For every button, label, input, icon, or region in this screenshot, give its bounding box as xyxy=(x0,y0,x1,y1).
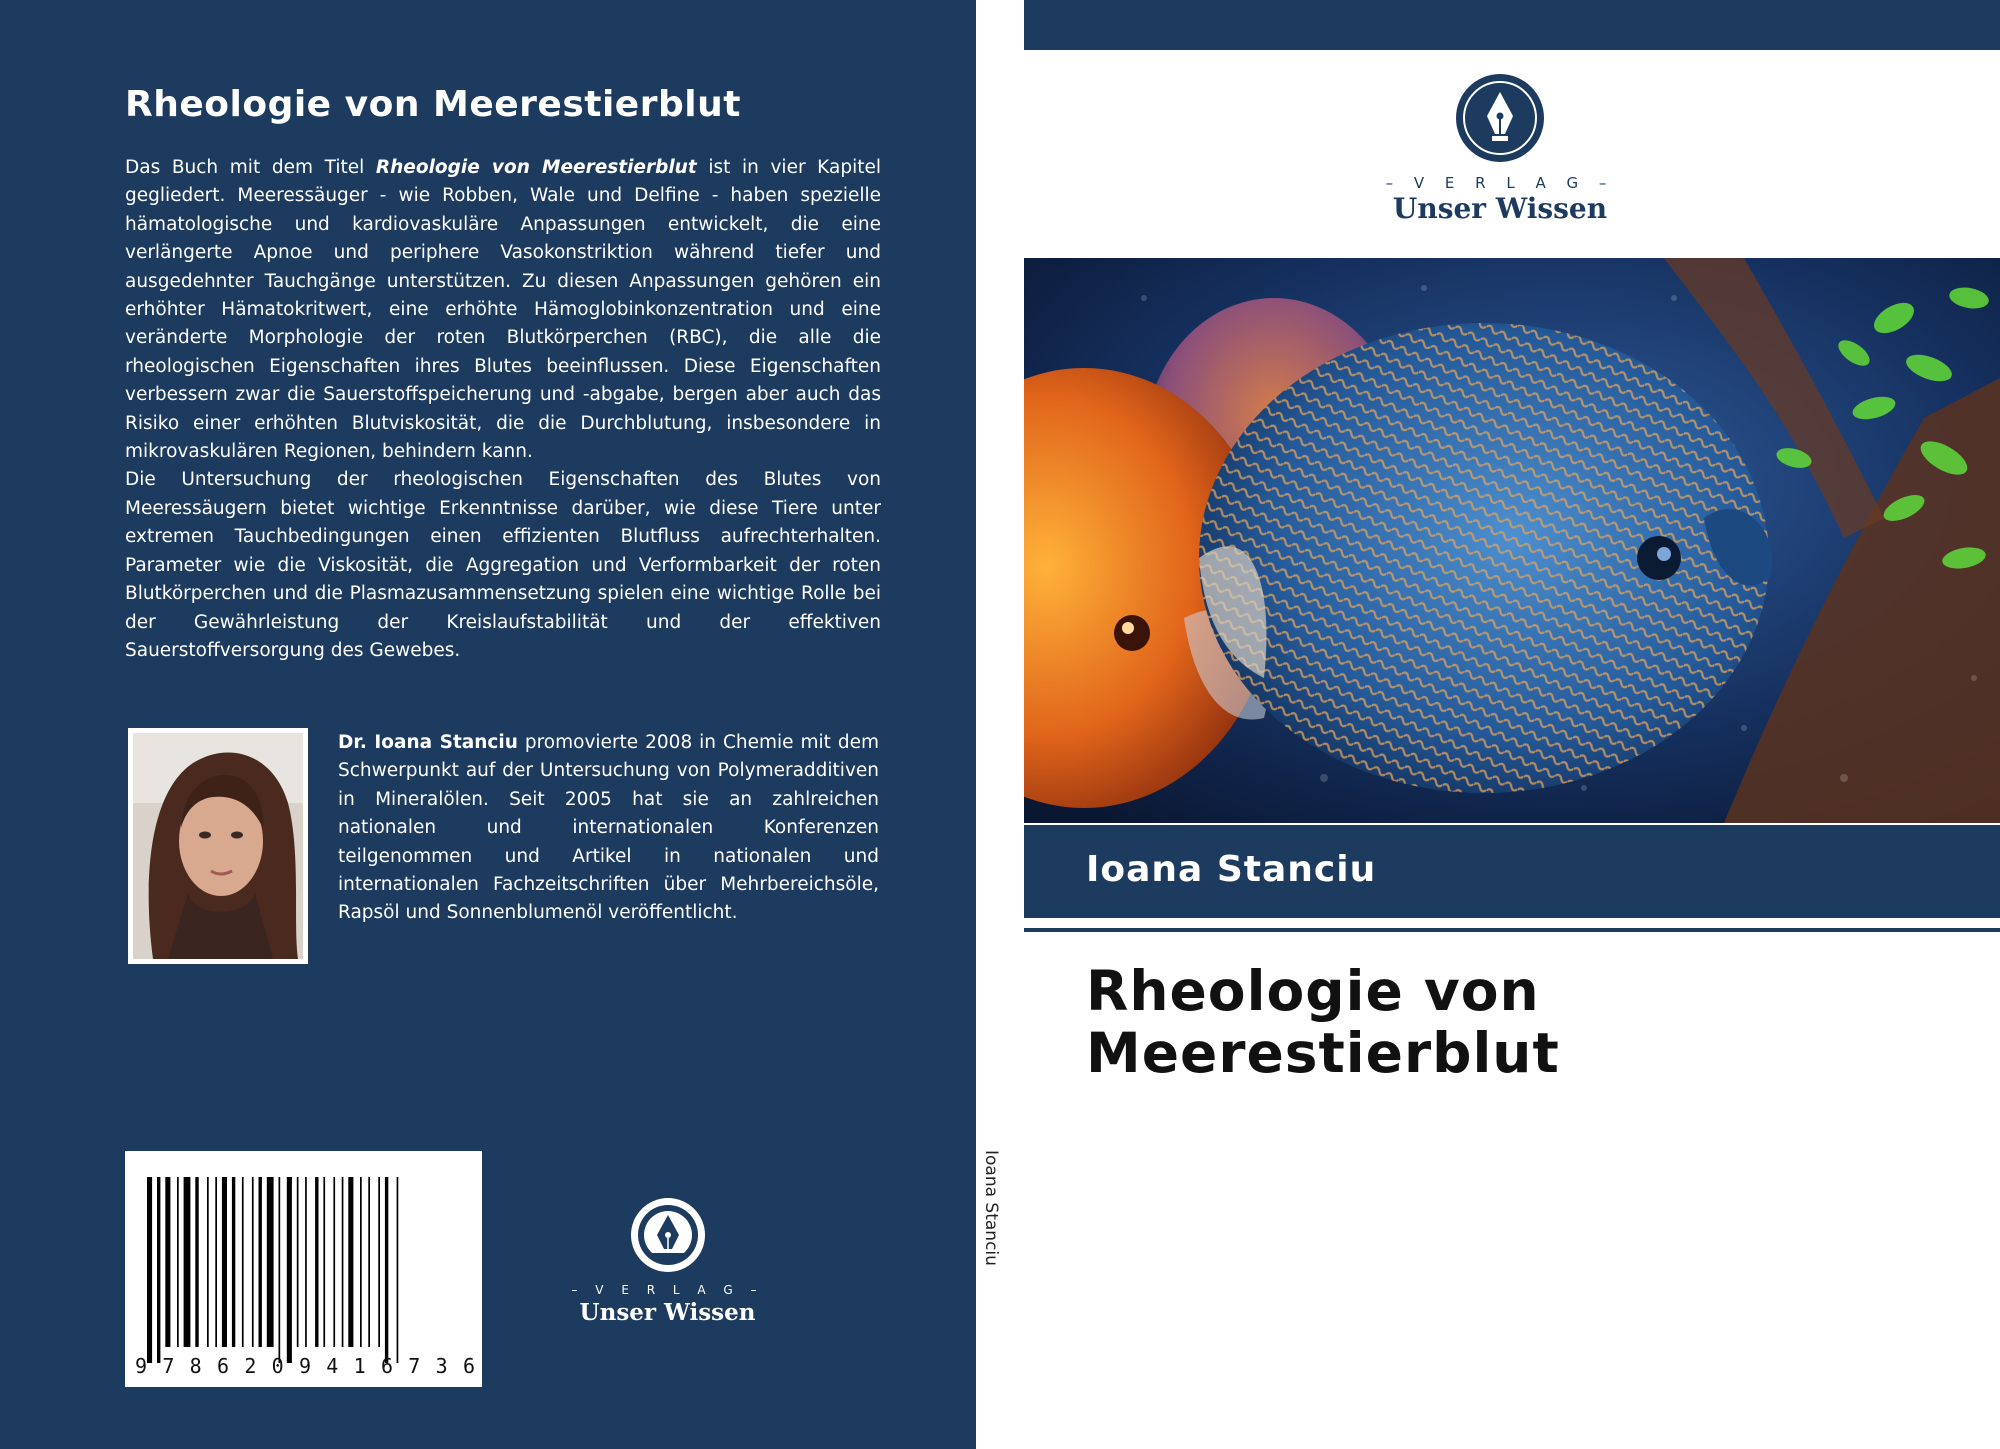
barcode-bar xyxy=(195,1177,198,1347)
author-bio xyxy=(338,729,879,928)
barcode-bar xyxy=(315,1177,318,1347)
barcode-bar xyxy=(165,1177,170,1347)
isbn-digit: 0 xyxy=(271,1354,284,1378)
barcode-bar xyxy=(259,1177,262,1347)
blurb-intro: Das Buch mit dem Titel xyxy=(125,157,376,178)
isbn-digit: 6 xyxy=(380,1354,393,1378)
barcode-bar xyxy=(378,1177,380,1347)
barcode-bar xyxy=(287,1177,292,1363)
barcode-bar xyxy=(397,1177,399,1363)
barcode-bar xyxy=(323,1177,325,1347)
front-title-line-2: Meerestierblut xyxy=(1086,1021,1560,1085)
discus-fish-image xyxy=(1024,258,2000,823)
barcode-bar xyxy=(222,1177,227,1347)
spine-author: Ioana Stanciu xyxy=(981,1150,1001,1266)
author-photo-frame xyxy=(128,728,308,964)
isbn-digit: 6 xyxy=(216,1354,230,1378)
barcode-bar xyxy=(184,1177,191,1347)
isbn-digit: 6 xyxy=(462,1354,475,1378)
barcode-bar xyxy=(368,1177,370,1347)
isbn-digit: 9 xyxy=(298,1354,312,1378)
barcode-bar xyxy=(232,1177,235,1347)
barcode-bar xyxy=(305,1177,307,1347)
front-author: Ioana Stanciu xyxy=(1086,849,1377,890)
cover-image-fish xyxy=(1024,258,2000,823)
author-bar xyxy=(1024,825,2000,918)
barcode-bar xyxy=(177,1177,179,1347)
isbn-digits xyxy=(135,1354,475,1378)
pen-nib-logo-icon xyxy=(628,1195,708,1275)
barcode-bar xyxy=(157,1177,160,1363)
barcode-bar xyxy=(342,1177,344,1347)
bio-text: promovierte 2008 in Chemie mit dem Schwerpunkt auf der Untersuchung von Polymeradditiven in Mineralölen. Seit 2005 hat sie an zahlreichen nationalen und internationalen Konferenzen teilgenommen und Artikel in nationalen und internationalen Fachzeitschriften über Mehrbereichsöle, Rapsöl und Sonnenblumenöl veröffentlicht. xyxy=(338,732,879,924)
isbn-digit: 7 xyxy=(162,1354,175,1378)
barcode-bar xyxy=(348,1177,353,1347)
back-cover xyxy=(0,0,976,1449)
blurb-book-title: Rheologie von Meerestierblut xyxy=(375,157,697,178)
isbn-barcode xyxy=(125,1151,482,1387)
back-title: Rheologie von Meerestierblut xyxy=(125,84,741,125)
isbn-digit: 4 xyxy=(326,1354,339,1378)
publisher-name: Unser Wissen xyxy=(579,1299,756,1326)
barcode-icon xyxy=(125,1151,482,1387)
barcode-bar xyxy=(267,1177,274,1347)
barcode-bar xyxy=(297,1177,299,1347)
front-top-bar xyxy=(1024,0,2000,50)
isbn-digit: 3 xyxy=(435,1354,448,1378)
barcode-bar xyxy=(385,1177,388,1363)
isbn-digit: 2 xyxy=(244,1354,257,1378)
barcode-bar xyxy=(215,1177,217,1347)
publisher-verlag-label: – V E R L A G – xyxy=(1385,174,1615,192)
barcode-bar xyxy=(147,1177,152,1363)
isbn-digit: 7 xyxy=(408,1354,421,1378)
blurb-paragraph-2: Die Untersuchung der rheologischen Eigenschaften des Blutes von Meeressäugern bietet wichtige Erkenntnisse darüber, wie diese Tiere unter extremen Tauchbedingungen einen effizienten Blutfluss aufrechterhalten. Parameter wie die Viskosität, die Aggregation und Verformbarkeit der roten Blutkörperchen und die Plasmazusammensetzung spielen eine wichtige Rolle bei der Gewährleistung der Kreislaufstabilität und der effektiven Sauerstoffversorgung des Gewebes. xyxy=(125,469,881,661)
isbn-digit: 8 xyxy=(189,1354,202,1378)
blurb xyxy=(125,154,881,665)
barcode-bar xyxy=(242,1177,244,1347)
isbn-digit: 9 xyxy=(135,1354,148,1378)
barcode-bar xyxy=(333,1177,335,1347)
pen-nib-logo-icon xyxy=(1454,72,1546,164)
blurb-paragraph-1 xyxy=(125,154,881,466)
barcode-bar xyxy=(207,1177,209,1347)
barcode-bar xyxy=(279,1177,281,1363)
blurb-text: ist in vier Kapitel gegliedert. Meeressäuger - wie Robben, Wale und Delfine - haben spezielle hämatologische und kardiovaskuläre Anpassungen entwickelt, die eine verlängerte Apnoe und periphere Vasokonstriktion während tiefer und ausgedehnter Tauchgänge unterstützen. Zu diesen Anpassungen gehören ein erhöhter Hämatokritwert, eine erhöhte Hämoglobinkonzentration und eine veränderte Morphologie der roten Blutkörperchen (RBC), die alle die rheologischen Eigenschaften ihres Blutes beeinflussen. Diese Eigenschaften verbessern zwar die Sauerstoffspeicherung und -abgabe, bergen aber auch das Risiko einer erhöhten Blutviskosität, die die Durchblutung, insbesondere in mikrovaskulären Regionen, behindern kann. xyxy=(125,157,881,463)
barcode-bar xyxy=(252,1177,254,1347)
publisher-logo-back xyxy=(570,1195,765,1326)
publisher-name: Unser Wissen xyxy=(1392,192,1608,225)
barcode-bar xyxy=(360,1177,362,1347)
isbn-digit: 1 xyxy=(353,1354,366,1378)
publisher-verlag-label: – V E R L A G – xyxy=(571,1283,764,1297)
author-photo xyxy=(133,733,303,959)
bio-author-name: Dr. Ioana Stanciu xyxy=(338,732,518,753)
divider-rule xyxy=(1024,928,2000,932)
publisher-logo-front xyxy=(1380,72,1620,225)
front-title-line-1: Rheologie von xyxy=(1086,959,1540,1023)
front-title xyxy=(1086,960,1560,1084)
